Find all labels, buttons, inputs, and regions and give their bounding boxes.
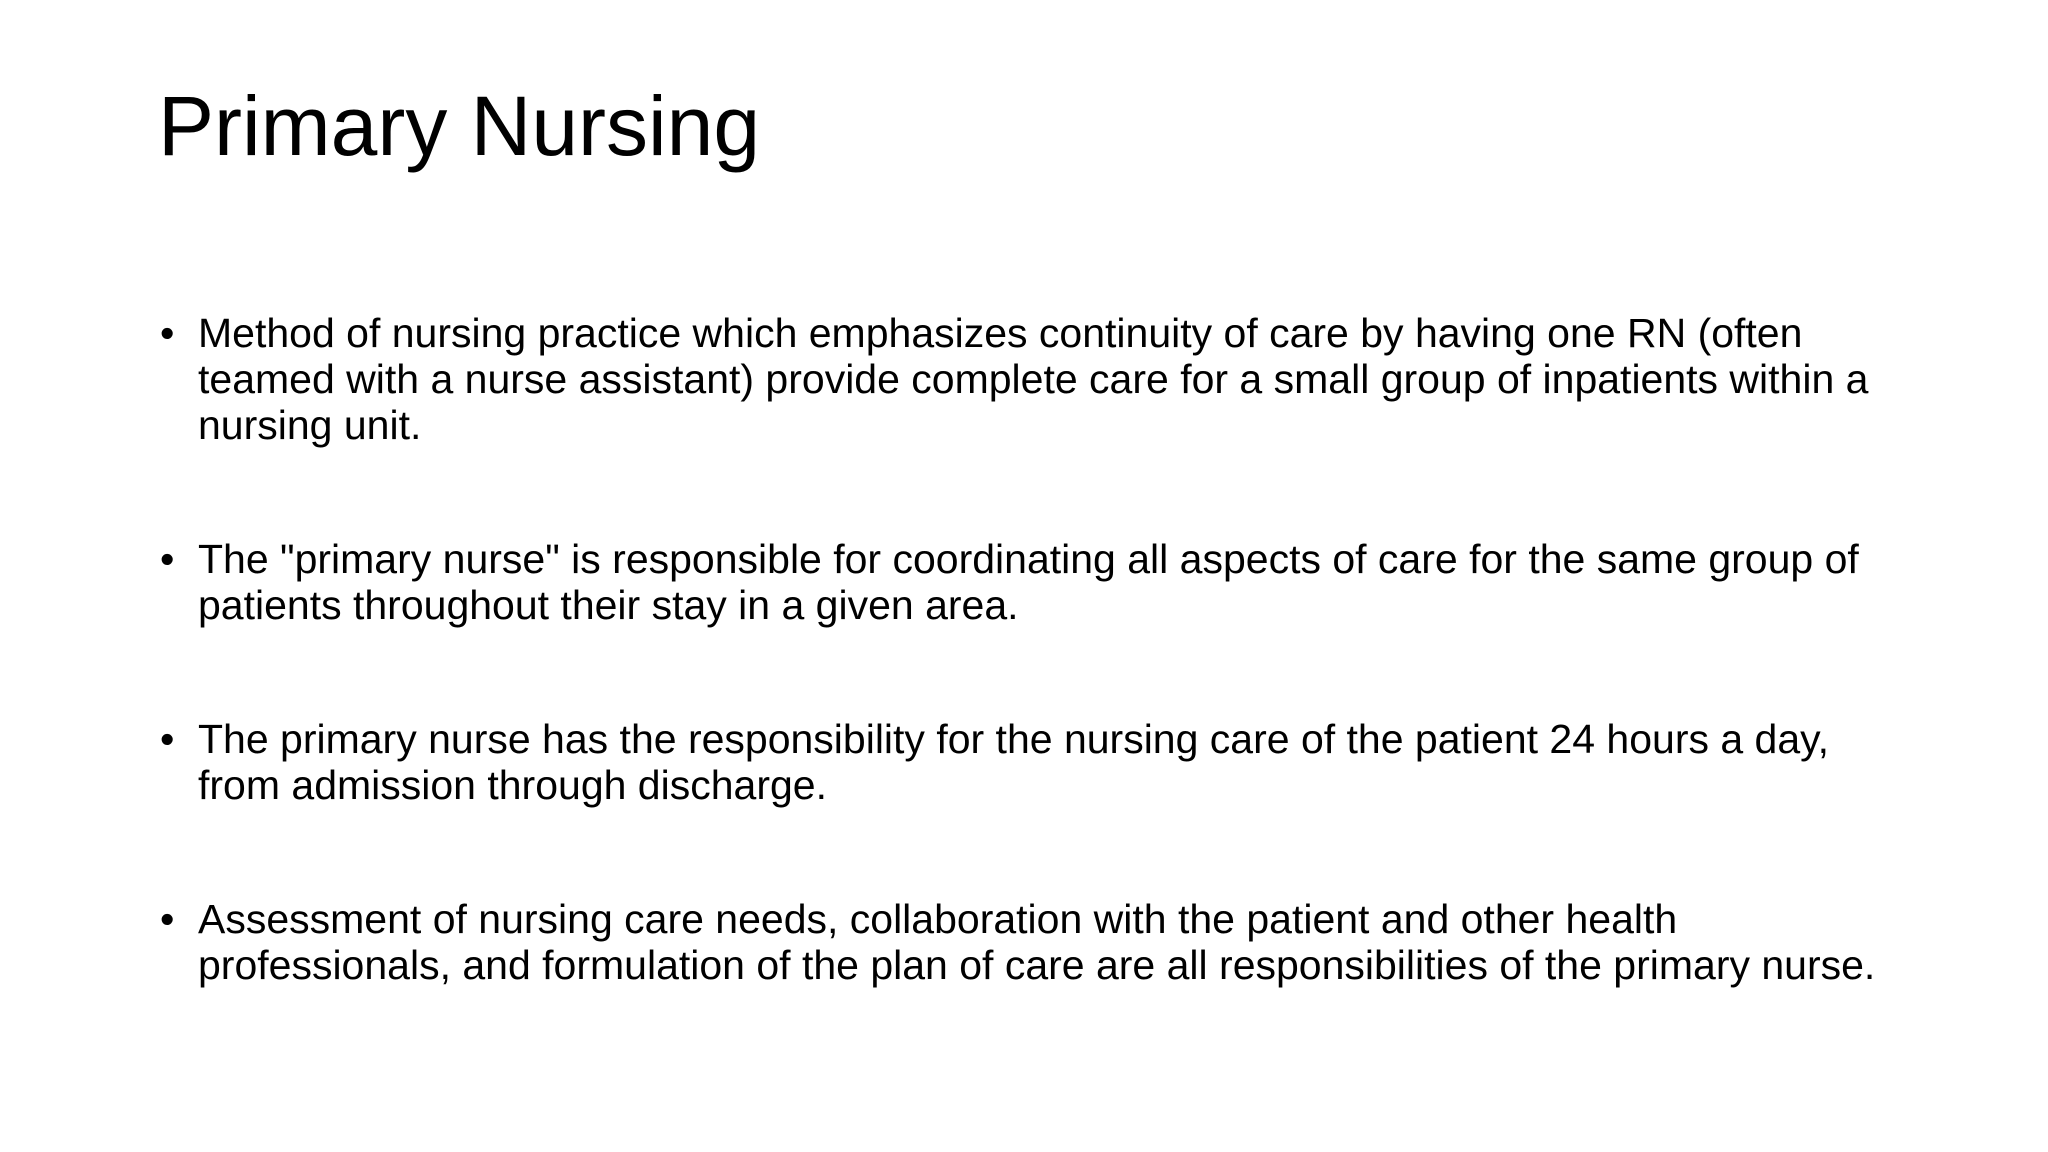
bullet-item	[160, 716, 1920, 808]
bullet-marker: •	[160, 716, 175, 762]
bullet-text: Method of nursing practice which emphasizes continuity of care by having one RN (often teamed with a nurse assistant) provide complete care for a small group of inpatients within a nursing unit.	[198, 310, 1869, 448]
bullet-text: The "primary nurse" is responsible for coordinating all aspects of care for the same group of patients throughout their stay in a given area.	[198, 536, 1859, 628]
bullet-item	[160, 896, 1920, 988]
bullet-list	[160, 310, 1920, 988]
bullet-item	[160, 536, 1920, 628]
bullet-text: Assessment of nursing care needs, collaboration with the patient and other health professionals, and formulation of the plan of care are all responsibilities of the primary nurse.	[198, 896, 1876, 988]
bullet-item	[160, 310, 1920, 448]
bullet-marker: •	[160, 310, 175, 356]
slide-title: Primary Nursing	[158, 79, 761, 173]
bullet-marker: •	[160, 536, 175, 582]
bullet-text: The primary nurse has the responsibility for the nursing care of the patient 24 hours a day, from admission through discharge.	[198, 716, 1830, 808]
bullet-marker: •	[160, 896, 175, 942]
